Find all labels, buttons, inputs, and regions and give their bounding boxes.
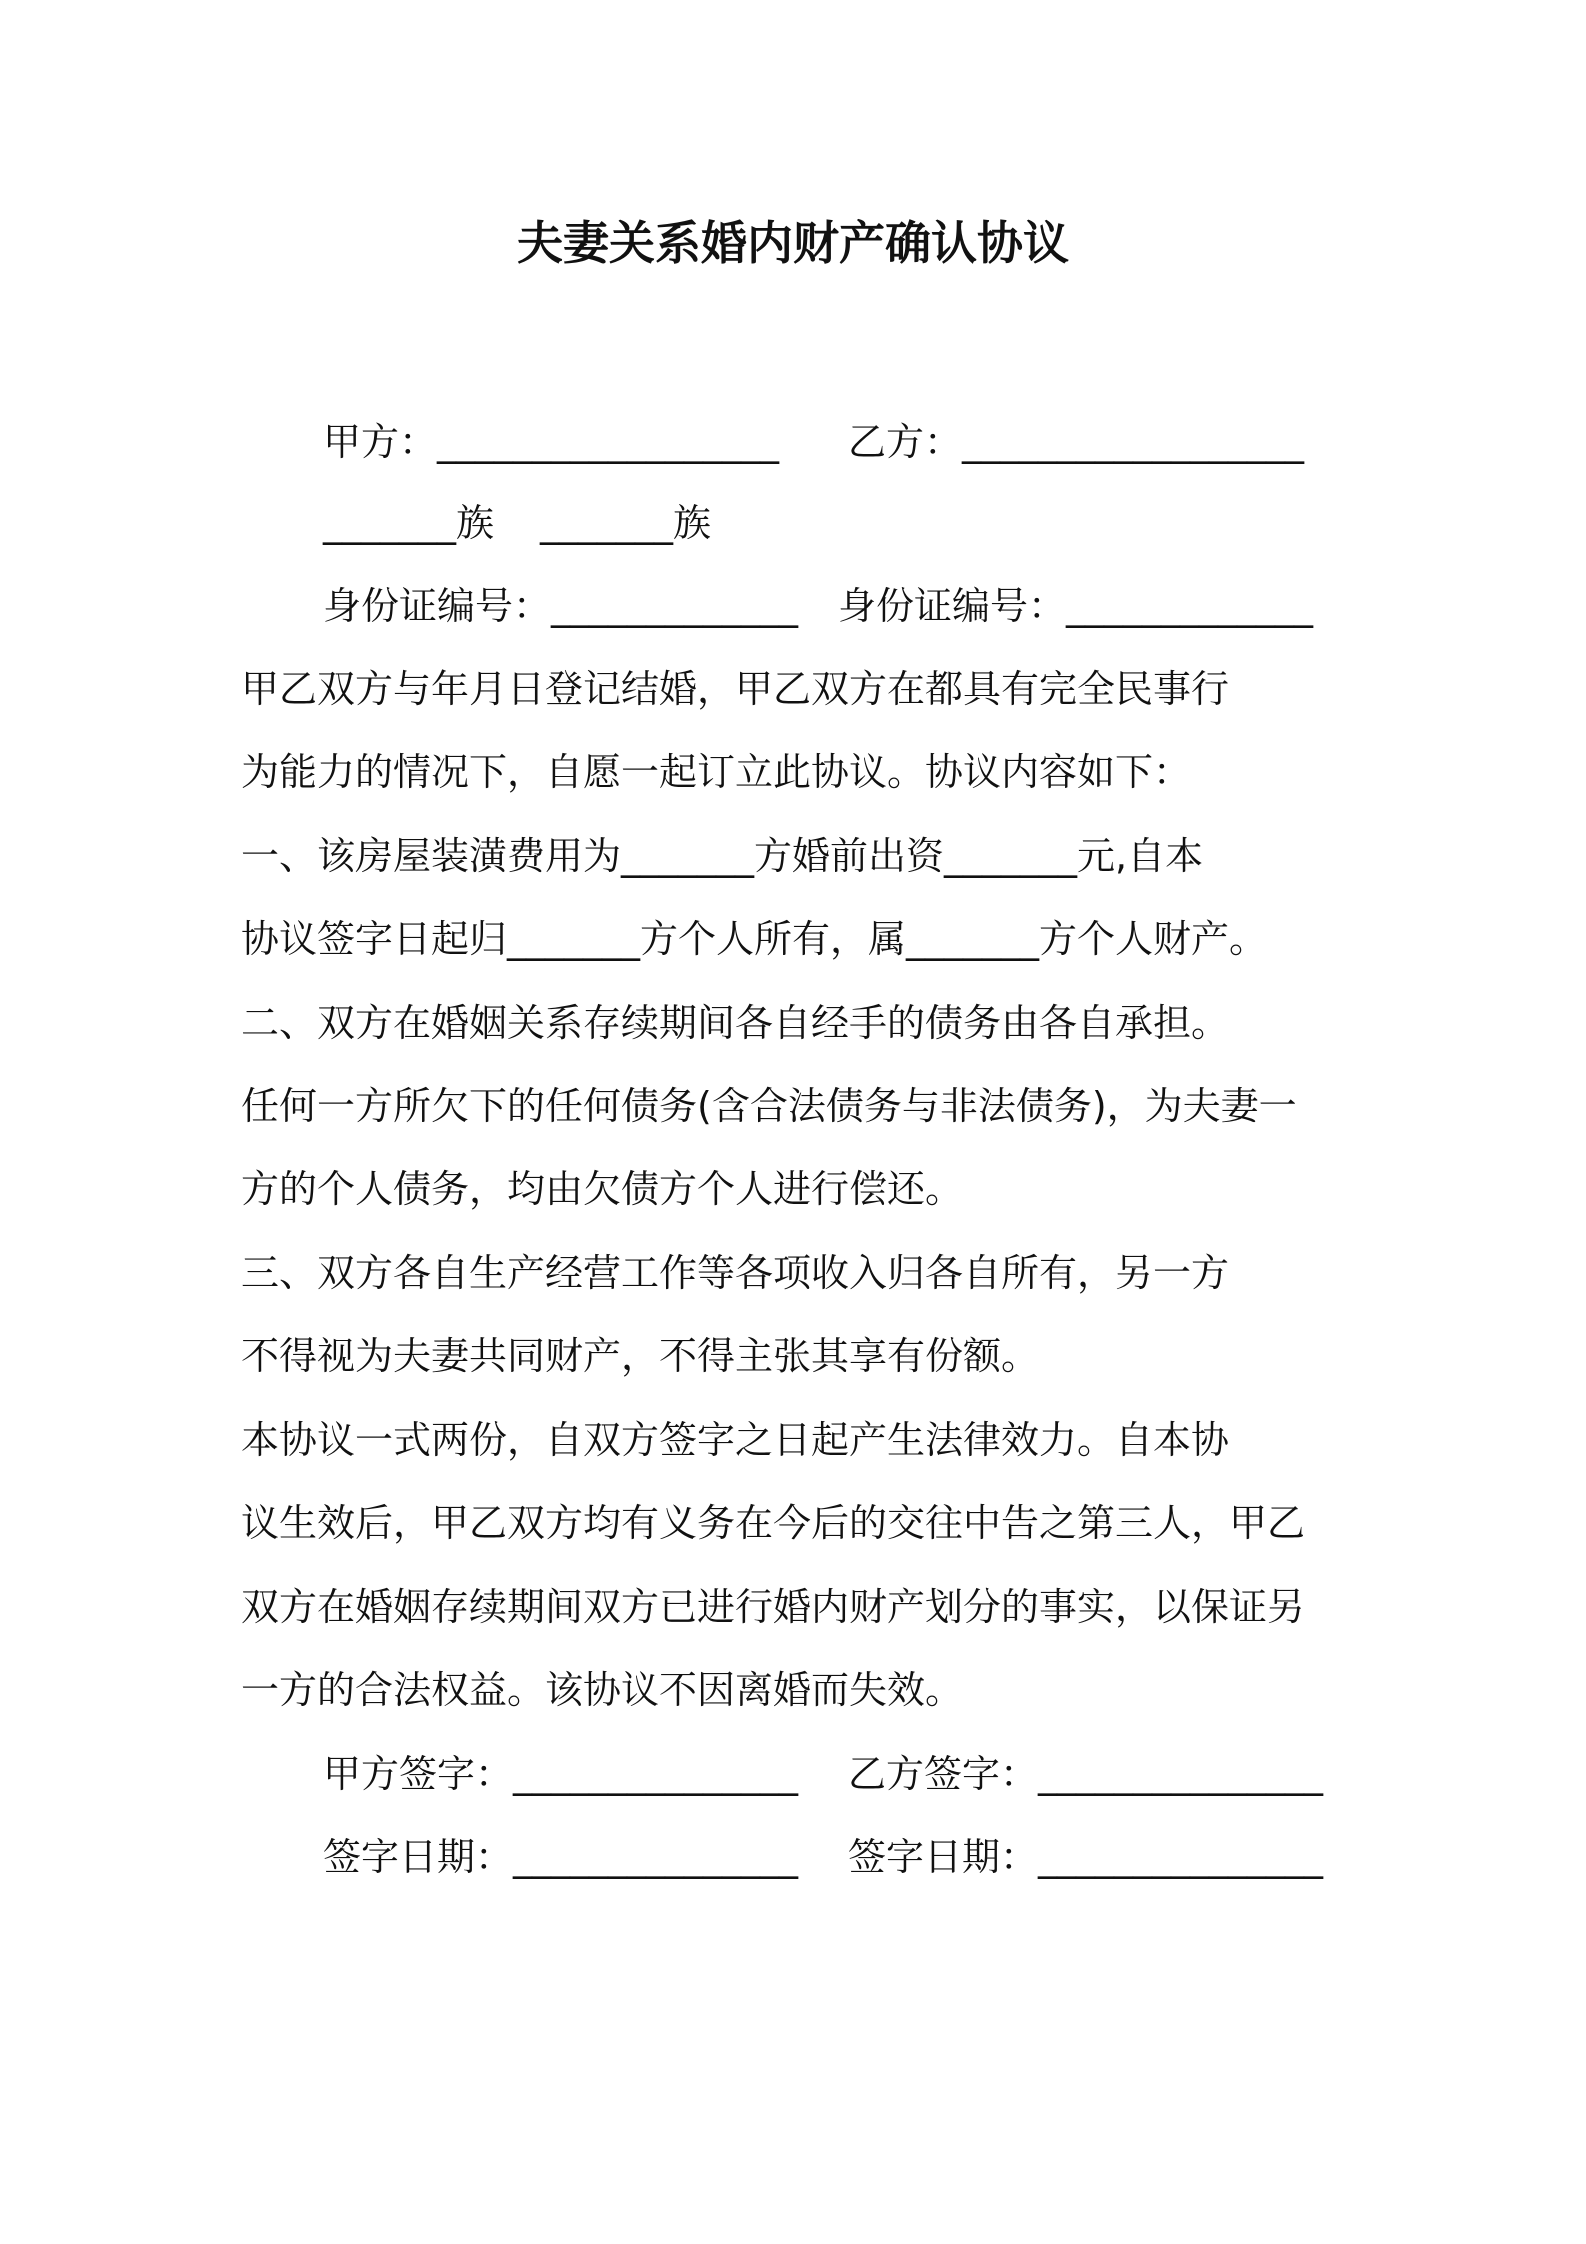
clause-1-line: 协议签字日起归_______方个人所有，属_______方个人财产。 — [241, 917, 1268, 961]
party-a-ethnicity: _______族 — [323, 501, 495, 545]
party-b-sign-date: 签字日期：_______________ — [848, 1835, 1324, 1879]
closing-line: 一方的合法权益。该协议不因离婚而失效。 — [241, 1668, 964, 1712]
closing-line: 本协议一式两份，自双方签字之日起产生法律效力。自本协 — [241, 1418, 1230, 1462]
closing-line: 议生效后，甲乙双方均有义务在今后的交往中告之第三人，甲乙 — [241, 1501, 1306, 1545]
party-a-signature: 甲方签字：_______________ — [323, 1752, 799, 1796]
intro-line: 甲乙双方与年月日登记结婚，甲乙双方在都具有完全民事行 — [241, 667, 1230, 711]
party-a-field: 甲方：__________________ — [323, 420, 780, 464]
party-b-signature: 乙方签字：_______________ — [848, 1752, 1324, 1796]
party-b-field: 乙方：__________________ — [848, 420, 1305, 464]
clause-2-line: 方的个人债务，均由欠债方个人进行偿还。 — [241, 1167, 964, 1211]
closing-line: 双方在婚姻存续期间双方已进行婚内财产划分的事实，以保证另 — [241, 1585, 1306, 1629]
clause-1-line: 一、该房屋装潢费用为_______方婚前出资_______元,自本 — [241, 834, 1204, 878]
document-title: 夫妻关系婚内财产确认协议 — [517, 216, 1069, 270]
party-a-sign-date: 签字日期：_______________ — [323, 1835, 799, 1879]
clause-3-line: 三、双方各自生产经营工作等各项收入归各自所有，另一方 — [241, 1251, 1230, 1295]
intro-line: 为能力的情况下，自愿一起订立此协议。协议内容如下： — [241, 750, 1192, 794]
clause-3-line: 不得视为夫妻共同财产，不得主张其享有份额。 — [241, 1334, 1040, 1378]
party-b-ethnicity: _______族 — [540, 501, 712, 545]
party-b-id-number: 身份证编号：_____________ — [838, 584, 1314, 628]
party-a-id-number: 身份证编号：_____________ — [323, 584, 799, 628]
clause-2-line: 任何一方所欠下的任何债务(含合法债务与非法债务)，为夫妻一 — [241, 1084, 1297, 1128]
clause-2-line: 二、双方在婚姻关系存续期间各自经手的债务由各自承担。 — [241, 1001, 1230, 1045]
